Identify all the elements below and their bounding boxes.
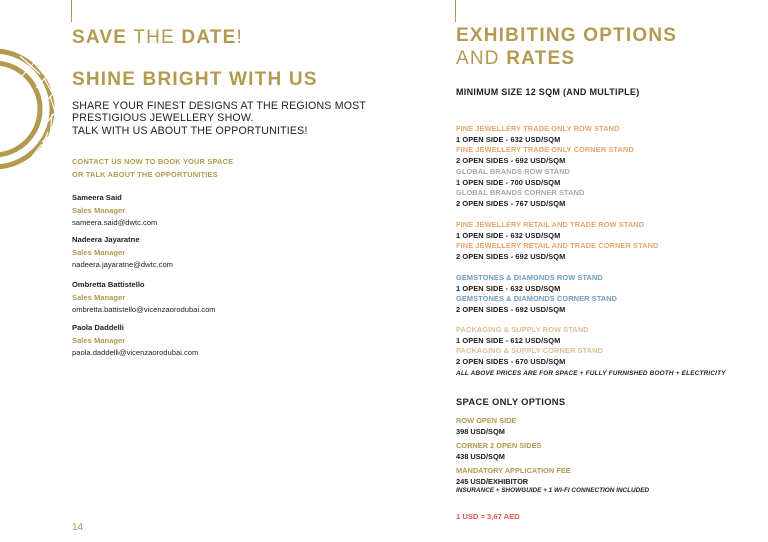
stand-title: FINE JEWELLERY TRADE ONLY CORNER STAND xyxy=(456,145,634,154)
stand-price: 1 OPEN SIDE - 632 USD/SQM xyxy=(456,134,561,144)
stand-group-fine-jewellery-trade xyxy=(456,124,634,166)
contact-card xyxy=(72,234,173,272)
stand-price: 1 OPEN SIDE - 632 USD/SQM xyxy=(456,283,561,293)
contact-name: Ombretta Battistello xyxy=(72,280,145,289)
contact-name: Paola Daddelli xyxy=(72,323,124,332)
contact-name: Nadeera Jayaratne xyxy=(72,235,140,244)
stand-price: 1 OPEN SIDE - 700 USD/SQM xyxy=(456,177,561,187)
contact-card xyxy=(72,322,198,360)
stand-price: 2 OPEN SIDES - 767 USD/SQM xyxy=(456,198,566,208)
intro-line: SHARE YOUR FINEST DESIGNS AT THE REGIONS MOST xyxy=(72,100,367,112)
option-title: CORNER 2 OPEN SIDES xyxy=(456,441,542,450)
space-option-corner xyxy=(456,441,541,462)
and-rates-heading: AND RATES xyxy=(456,48,576,69)
fee-note: INSURANCE + SHOWGUIDE + 1 WI-FI CONNECTION INCLUDED xyxy=(456,487,650,494)
stand-title: FINE JEWELLERY TRADE ONLY ROW STAND xyxy=(456,124,620,133)
contact-card xyxy=(72,279,216,317)
stand-price: 1 OPEN SIDE - 612 USD/SQM xyxy=(456,335,561,345)
stand-price: 2 OPEN SIDES - 692 USD/SQM xyxy=(456,304,566,314)
contact-role: Sales Manager xyxy=(72,247,126,257)
interlaced-ring-ornament-icon xyxy=(0,44,58,174)
exhibiting-options-heading: EXHIBITING OPTIONS xyxy=(456,25,678,46)
option-title: ROW OPEN SIDE xyxy=(456,416,517,425)
stand-title: FINE JEWELLERY RETAIL AND TRADE CORNER STAND xyxy=(456,241,659,250)
contact-email[interactable]: sameera.said@dwtc.com xyxy=(72,218,158,227)
contact-role: Sales Manager xyxy=(72,205,126,215)
stand-title: GLOBAL BRANDS ROW STAND xyxy=(456,167,571,176)
prices-note: ALL ABOVE PRICES ARE FOR SPACE + FULLY FURNISHED BOOTH + ELECTRICITY xyxy=(456,370,726,377)
stand-group-packaging-supply xyxy=(456,325,603,367)
intro-line: TALK WITH US ABOUT THE OPPORTUNITIES! xyxy=(72,124,308,137)
option-price: 398 USD/SQM xyxy=(456,426,505,436)
contact-role: Sales Manager xyxy=(72,335,126,345)
cta-line: CONTACT US NOW TO BOOK YOUR SPACE xyxy=(72,157,234,166)
stand-title: FINE JEWELLERY RETAIL AND TRADE ROW STAND xyxy=(456,220,645,229)
stand-price: 2 OPEN SIDES - 670 USD/SQM xyxy=(456,356,566,366)
contact-name: Sameera Said xyxy=(72,193,122,202)
stand-title: GEMSTONES & DIAMONDS ROW STAND xyxy=(456,273,603,282)
application-fee xyxy=(456,466,649,495)
fee-price: 245 USD/EXHIBITOR xyxy=(456,476,529,486)
stand-group-global-brands xyxy=(456,167,584,209)
left-top-rule xyxy=(71,0,72,22)
stand-title: GEMSTONES & DIAMONDS CORNER STAND xyxy=(456,294,618,303)
contact-email[interactable]: paola.daddelli@vicenzaorodubai.com xyxy=(72,348,199,357)
stand-group-gemstones-diamonds xyxy=(456,273,617,315)
intro-text xyxy=(72,100,366,137)
contact-email[interactable]: ombretta.battistello@vicenzaorodubai.com xyxy=(72,305,216,314)
page-number: 14 xyxy=(72,522,84,533)
right-top-rule xyxy=(455,0,456,22)
exchange-rate: 1 USD = 3,67 AED xyxy=(456,512,520,521)
contact-card xyxy=(72,192,157,230)
option-price: 438 USD/SQM xyxy=(456,451,505,461)
fee-title: MANDATORY APPLICATION FEE xyxy=(456,466,571,475)
contact-email[interactable]: nadeera.jayaratne@dwtc.com xyxy=(72,260,173,269)
stand-group-fine-jewellery-retail xyxy=(456,220,658,262)
stand-price: 2 OPEN SIDES - 692 USD/SQM xyxy=(456,155,566,165)
stand-title: PACKAGING & SUPPLY CORNER STAND xyxy=(456,346,603,355)
save-the-date-heading: SAVE THE DATE! xyxy=(72,27,243,48)
space-option-row-open-side xyxy=(456,416,516,437)
stand-price: 2 OPEN SIDES - 692 USD/SQM xyxy=(456,251,566,261)
minimum-size-label: MINIMUM SIZE 12 SQM (AND MULTIPLE) xyxy=(456,87,640,97)
intro-line: PRESTIGIOUS JEWELLERY SHOW. xyxy=(72,112,254,125)
stand-title: PACKAGING & SUPPLY ROW STAND xyxy=(456,325,589,334)
cta-line: OR TALK ABOUT THE OPPORTUNITIES xyxy=(72,170,218,179)
contact-role: Sales Manager xyxy=(72,292,126,302)
space-only-heading: SPACE ONLY OPTIONS xyxy=(456,396,566,407)
stand-price: 1 OPEN SIDE - 632 USD/SQM xyxy=(456,230,561,240)
stand-title: GLOBAL BRANDS CORNER STAND xyxy=(456,188,585,197)
shine-bright-heading: SHINE BRIGHT WITH US xyxy=(72,69,318,90)
